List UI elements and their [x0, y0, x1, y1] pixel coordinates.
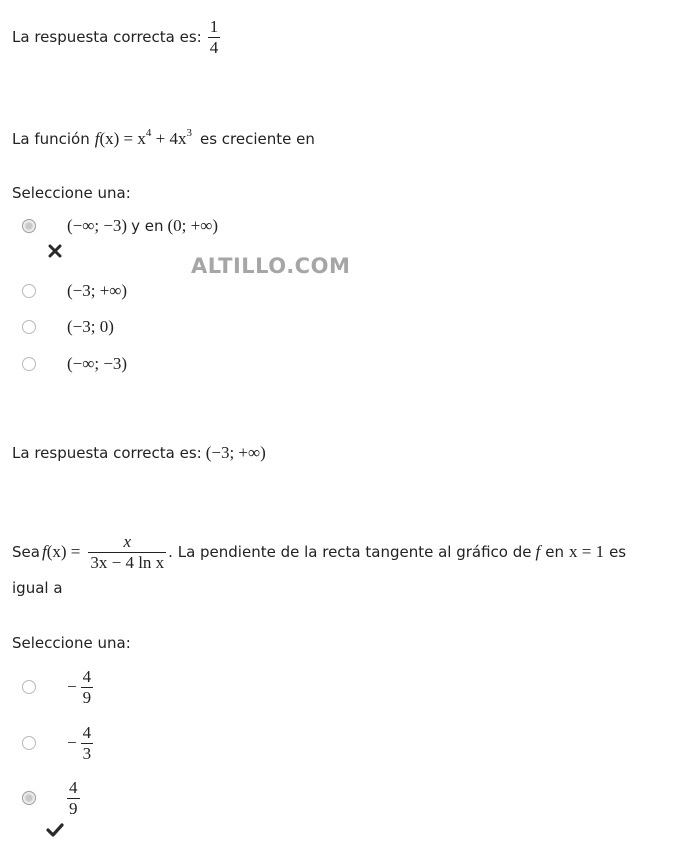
fraction-denominator: 4: [209, 37, 219, 57]
function-symbol: f: [41, 542, 47, 561]
expression-part: (x) =: [46, 542, 81, 561]
option-1-radio[interactable]: [22, 219, 36, 233]
question-1-stem: [12, 126, 315, 152]
exponent: 3: [186, 127, 192, 139]
option-math: (0; +∞): [167, 216, 218, 235]
expression-part: (x) = x: [99, 129, 146, 148]
correct-answer-fraction: [208, 17, 221, 58]
option-fraction: [81, 723, 94, 764]
select-one-label: Seleccione una:: [12, 634, 131, 652]
correct-answer-label: La respuesta correcta es:: [12, 28, 202, 46]
fraction-numerator: 4: [82, 722, 92, 742]
option-2-label[interactable]: (−3; +∞): [67, 281, 128, 300]
function-expression: [95, 129, 192, 149]
fraction-numerator: x: [123, 531, 132, 551]
fraction-numerator: 1: [209, 16, 219, 36]
option-2-radio[interactable]: [22, 736, 36, 750]
option-fraction: [67, 778, 80, 819]
stem-text: La función: [12, 130, 90, 148]
previous-correct-answer: [12, 13, 220, 61]
option-sign: −: [67, 733, 77, 752]
stem-text: . La pendiente de la recta tangente al gráfico de: [168, 543, 532, 561]
option-sign: −: [67, 677, 77, 696]
fraction-numerator: 4: [69, 777, 78, 797]
fraction-denominator: 3x − 4 ln x: [90, 552, 165, 572]
stem-text: Sea: [12, 543, 40, 561]
exponent: 4: [145, 127, 152, 139]
option-1-label[interactable]: [67, 214, 218, 238]
option-2-radio[interactable]: [22, 284, 36, 298]
function-symbol: f: [94, 129, 100, 148]
stem-text-line-2: igual a: [12, 579, 63, 597]
fraction-denominator: 9: [82, 687, 92, 707]
stem-text: es: [609, 543, 627, 561]
question-1-correct-answer: [12, 441, 266, 465]
function-expression: [42, 542, 80, 562]
select-one-label: Seleccione una:: [12, 184, 131, 202]
correct-answer-value: (−3; +∞): [205, 443, 266, 462]
option-text: y en: [131, 217, 164, 235]
stem-text: en: [545, 543, 564, 561]
option-3-label[interactable]: [67, 774, 80, 822]
option-3-radio[interactable]: [22, 320, 36, 334]
option-math: (−∞; −3): [67, 216, 128, 235]
option-3-radio[interactable]: [22, 791, 36, 805]
option-1-radio[interactable]: [22, 680, 36, 694]
expression-part: + 4x: [151, 129, 187, 148]
correct-answer-label: La respuesta correcta es:: [12, 444, 202, 462]
option-3-label[interactable]: (−3; 0): [67, 317, 114, 336]
watermark: ALTILLO.COM: [191, 254, 351, 278]
fraction-denominator: 3: [82, 743, 92, 763]
function-fraction: [88, 532, 166, 573]
option-2-label[interactable]: [67, 719, 93, 767]
stem-text: es creciente en: [199, 130, 315, 148]
check-icon: [46, 823, 64, 837]
x-icon: [48, 244, 62, 258]
option-4-label[interactable]: (−∞; −3): [67, 354, 128, 373]
question-2-stem: [12, 526, 626, 578]
option-fraction: [81, 667, 94, 708]
option-1-label[interactable]: [67, 663, 93, 711]
function-symbol: f: [535, 542, 541, 561]
fraction-numerator: 4: [82, 666, 92, 686]
fraction-denominator: 9: [69, 798, 78, 818]
point-expression: x = 1: [568, 542, 605, 561]
option-4-radio[interactable]: [22, 357, 36, 371]
